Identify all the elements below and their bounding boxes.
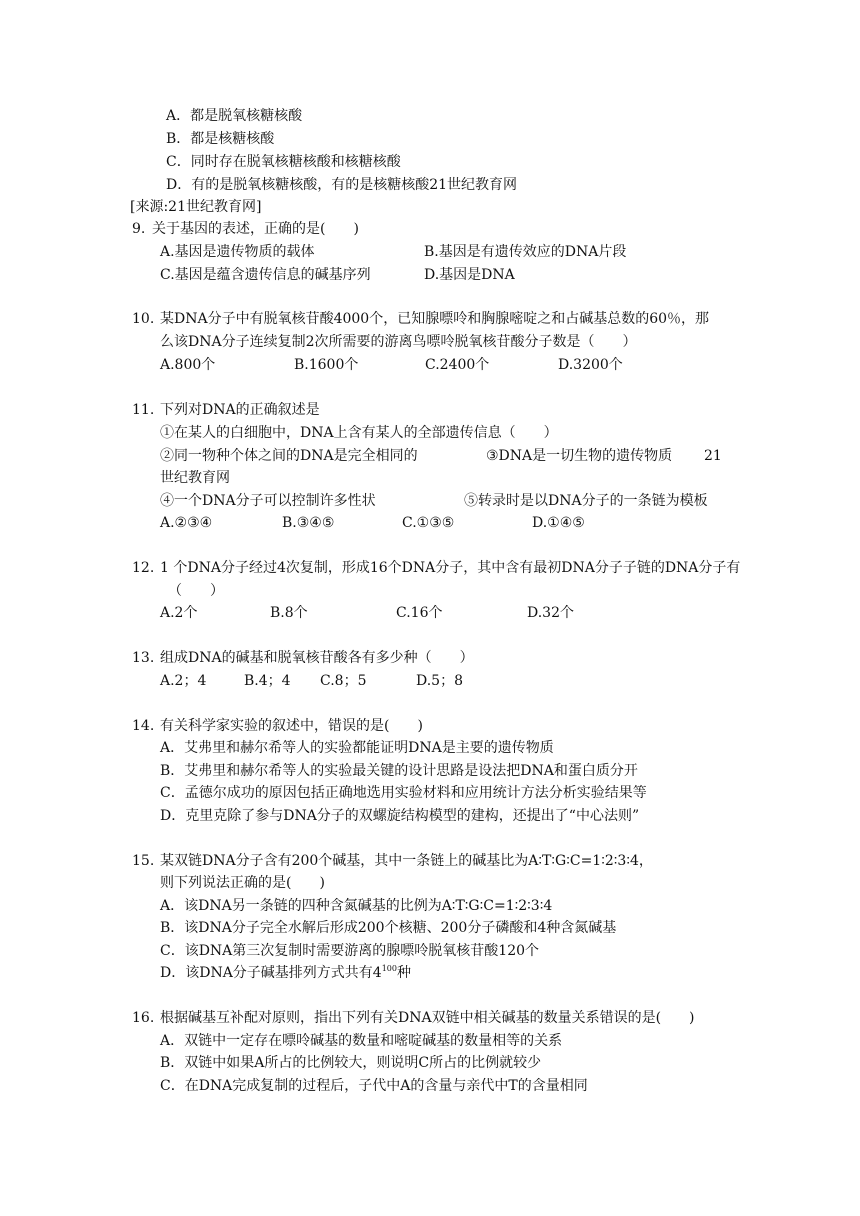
q14-option-a: A．艾弗里和赫尔希等人的实验都能证明DNA是主要的遗传物质 [160, 740, 554, 756]
q12-number: 12. [132, 560, 155, 576]
q12-stem-line1: 1 个DNA分子经过4次复制，形成16个DNA分子，其中含有最初DNA分子子链的DNA分子有 [160, 560, 741, 576]
q15-option-a: A．该DNA另一条链的四种含氮碱基的比例为A∶T∶G∶C=1∶2∶3∶4 [160, 898, 553, 914]
q14-option-b: B．艾弗里和赫尔希等人的实验最关键的设计思路是设法把DNA和蛋白质分开 [160, 763, 638, 779]
q9-stem: 关于基因的表述，正确的是( ) [152, 221, 359, 237]
source-note: [来源:21世纪教育网] [130, 199, 262, 215]
q10-option-a: A.800个 [160, 357, 216, 373]
q14-stem: 有关科学家实验的叙述中，错误的是( ) [160, 718, 423, 734]
q13-number: 13. [132, 650, 155, 666]
q8-option-d: D．有的是脱氧核糖核酸，有的是核糖核酸21世纪教育网 [166, 177, 518, 193]
q11-option-a: A.②③④ [160, 515, 213, 531]
q11-statement-5: ⑤转录时是以DNA分子的一条链为模板 [464, 493, 708, 509]
q11-statement-2: ②同一物种个体之间的DNA是完全相同的 [160, 448, 418, 464]
q13-option-a: A.2；4 [160, 673, 207, 689]
q10-option-b: B.1600个 [294, 357, 359, 373]
q11-statement-1: ①在某人的白细胞中，DNA上含有某人的全部遗传信息（ ） [160, 425, 558, 441]
q14-option-d: D．克里克除了参与DNA分子的双螺旋结构模型的建构，还提出了“中心法则” [160, 808, 640, 824]
q11-statement-4: ④一个DNA分子可以控制许多性状 [160, 493, 376, 509]
q13-option-d: D.5；8 [416, 673, 463, 689]
q9-option-a: A.基因是遗传物质的载体 [160, 244, 315, 260]
q13-option-b: B.4；4 [244, 673, 291, 689]
q12-option-d: D.32个 [527, 605, 574, 621]
q15-option-d-suffix: 种 [397, 965, 411, 981]
q11-option-c: C.①③⑤ [402, 515, 455, 531]
q10-stem-line1: 某DNA分子中有脱氧核苷酸4000个，已知腺嘌呤和胸腺嘧啶之和占碱基总数的60％，那 [160, 311, 710, 327]
q9-option-d: D.基因是DNA [424, 267, 515, 283]
q10-stem-line2: 么该DNA分子连续复制2次所需要的游离鸟嘌呤脱氧核苷酸分子数是（ ） [160, 334, 637, 350]
q13-option-c: C.8；5 [320, 673, 367, 689]
q13-stem: 组成DNA的碱基和脱氧核苷酸各有多少种（ ） [160, 650, 474, 666]
q15-stem-line1: 某双链DNA分子含有200个碱基，其中一条链上的碱基比为A∶T∶G∶C=1∶2∶3∶4， [160, 853, 653, 869]
q11-watermark-text: 世纪教育网 [160, 470, 230, 486]
q15-stem-line2: 则下列说法正确的是( ) [160, 875, 325, 891]
q15-option-d-prefix: D．该DNA分子碱基排列方式共有4 [160, 965, 382, 981]
q12-stem-line2: （ ） [168, 583, 224, 599]
q9-option-b: B.基因是有遗传效应的DNA片段 [424, 244, 627, 260]
q15-option-c: C．该DNA第三次复制时需要游离的腺嘌呤脱氧核苷酸120个 [160, 943, 540, 959]
q9-number: 9. [132, 221, 146, 237]
q14-number: 14. [132, 718, 155, 734]
q16-number: 16. [132, 1010, 155, 1026]
q8-option-b: B．都是核糖核酸 [166, 131, 275, 147]
q11-stem: 下列对DNA的正确叙述是 [160, 402, 320, 418]
q16-stem: 根据碱基互补配对原则，指出下列有关DNA双链中相关碱基的数量关系错误的是( ) [160, 1010, 695, 1026]
q15-option-d-exponent: 100 [381, 964, 397, 973]
q9-option-c: C.基因是蕴含遗传信息的碱基序列 [160, 267, 371, 283]
q11-statement-3: ③DNA是一切生物的遗传物质 [486, 448, 673, 464]
q12-option-a: A.2个 [160, 605, 198, 621]
q15-option-b: B．该DNA分子完全水解后形成200个核糖、200分子磷酸和4种含氮碱基 [160, 920, 617, 936]
q12-option-b: B.8个 [270, 605, 308, 621]
q10-option-d: D.3200个 [558, 357, 623, 373]
q11-number: 11. [132, 402, 155, 418]
q10-number: 10. [132, 311, 155, 327]
q10-option-c: C.2400个 [425, 357, 490, 373]
q11-option-b: B.③④⑤ [282, 515, 335, 531]
q15-option-d [160, 963, 411, 983]
q12-option-c: C.16个 [396, 605, 443, 621]
q8-option-c: C．同时存在脱氧核糖核酸和核糖核酸 [166, 154, 401, 170]
q8-option-a: A．都是脱氧核糖核酸 [166, 108, 303, 124]
q16-option-b: B．双链中如果A所占的比例较大，则说明C所占的比例就较少 [160, 1055, 542, 1071]
q16-option-c: C．在DNA完成复制的过程后，子代中A的含量与亲代中T的含量相同 [160, 1078, 588, 1094]
q14-option-c: C．孟德尔成功的原因包括正确地选用实验材料和应用统计方法分析实验结果等 [160, 785, 647, 801]
q16-option-a: A．双链中一定存在嘌呤碱基的数量和嘧啶碱基的数量相等的关系 [160, 1033, 563, 1049]
q11-watermark-21: 21 [704, 448, 722, 464]
q11-option-d: D.①④⑤ [532, 515, 585, 531]
q15-number: 15. [132, 853, 155, 869]
